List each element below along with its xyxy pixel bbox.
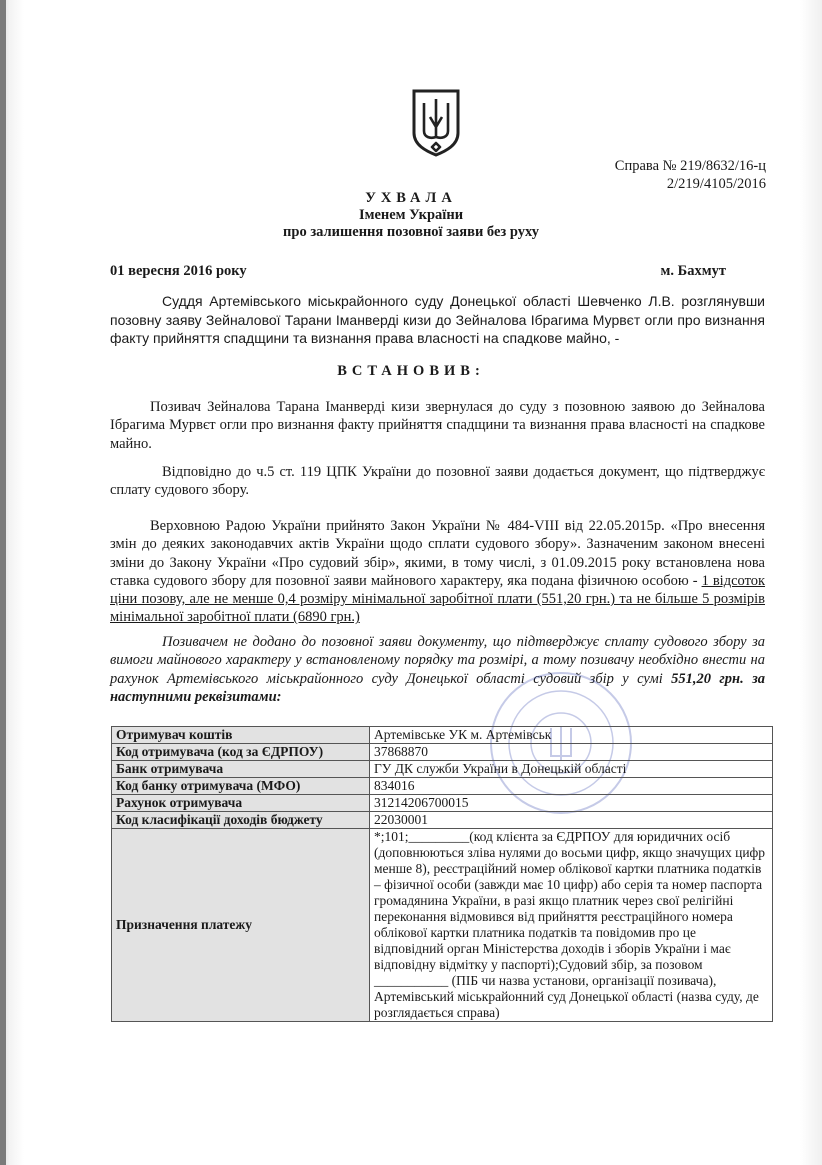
document-date: 01 вересня 2016 року [110,263,247,279]
intro-text: Суддя Артемівського міськрайонного суду Донецької області Шевченко Л.В. розглянувши позовну заяву Зейналової Тарани Іманверді кизи до Зейналова Ібрагима Мурвєт огли про визнання факту прийняття спадщини та визнання права власності на спадкове майно, - [110,293,765,346]
paragraph-3 [110,463,765,500]
intro-paragraph [110,292,765,348]
document-city: м. Бахмут [660,263,726,279]
table-row [112,761,773,778]
payment-details-table [111,726,773,1022]
row-value: ГУ ДК служби України в Донецькій області [370,761,773,778]
paragraph-3-text: Відповідно до ч.5 ст. 119 ЦПК України до позовної заяви додається документ, що підтверджує сплату судового збору. [110,464,765,499]
case-number-line2: 2/219/4105/2016 [666,176,766,192]
row-label: Призначення платежу [112,829,370,1022]
coat-of-arms-icon [410,87,462,157]
table-row [112,744,773,761]
row-label: Код класифікації доходів бюджету [112,812,370,829]
paragraph-5-amount: 551,20 грн. [671,670,744,687]
row-label: Отримувач коштів [112,727,370,744]
table-row [112,795,773,812]
case-number-line1: Справа № 219/8632/16-ц [614,158,766,174]
row-value: *;101;_________(код клієнта за ЄДРПОУ для юридичних осіб (доповнюються зліва нулями до восьми цифр, якщо значущих цифр менше 8), реєстраційний номер облікової картки платника податків – фізичної особи (завжди має 10 цифр) або серія та номер паспорта громадянина України, в разі якщо платник через свої релігійні переконання відмовився від прийняття реєстраційного номера облікової картки платника податків та повідомив про це відповідний орган Міністерства доходів і зборів України і має відповідну відмітку у паспорті);Судовий збір, за позовом ___________ (ПІБ чи назва установи, організації позивача), Артемівський міськрайонний суд Донецької області (назва суду, де розглядається справа) [370,829,773,1022]
title-line2: Іменем України [358,207,464,223]
paragraph-2-text: Позивач Зейналова Тарана Іманверді кизи звернулася до суду з позовною заявою до Зейналова Ібрагима Мурвєт огли про визнання факту прийняття спадщини та визнання права власності на спадкове майно. [110,399,765,452]
paragraph-4-underlined: 1 відсоток ціни позову, але не менше 0,4 розміру мінімальної заробітної плати (551,20 грн.) та не більше 5 розмірів мінімальної заробітної плати (6890 грн.) [110,572,766,626]
paragraph-2 [110,398,765,453]
row-value: 22030001 [370,812,773,829]
paragraph-4 [110,517,765,627]
document-title [0,190,822,241]
table-row [112,727,773,744]
table-row [112,778,773,795]
row-value: 37868870 [370,744,773,761]
row-value: 834016 [370,778,773,795]
row-label: Рахунок отримувача [112,795,370,812]
paragraph-4-text: Верховною Радою України прийнято Закон України № 484-VIII від 22.05.2015р. «Про внесення змін до деяких законодавчих актів України щодо сплати судового збору». Зазначеним законом внесені зміни до Закону України «Про судовий збір», якими, в тому числі, з 01.09.2015 року встановлена нова ставка судового збору для позовної заяви майнового характеру, яка подана фізичною особою - [110,518,765,589]
row-label: Банк отримувача [112,761,370,778]
row-label: Код отримувача (код за ЄДРПОУ) [112,744,370,761]
paragraph-5 [110,633,765,706]
table-row [112,829,773,1022]
paragraph-5-tail: за наступними реквізитами: [110,670,765,705]
table-row [112,812,773,829]
date-city-line [110,263,726,280]
case-number [615,157,766,193]
paragraph-5-text: Позивачем не додано до позовної заяви документу, що підтверджує сплату судового збору за вимоги майнового характеру у встановленому порядку та розмірі, а тому позивачу необхідно внести на рахунок Артемівського міськрайонного суду Донецької області судовий збір у сумі [110,634,765,687]
established-heading: ВСТАНОВИВ: [337,363,485,379]
row-value: Артемівське УК м. Артемівськ [370,727,773,744]
scan-edge-shadow [0,0,6,1165]
title-line1: УХВАЛА [365,190,457,206]
row-value: 31214206700015 [370,795,773,812]
row-label: Код банку отримувача (МФО) [112,778,370,795]
title-line3: про залишення позовної заяви без руху [283,224,539,240]
